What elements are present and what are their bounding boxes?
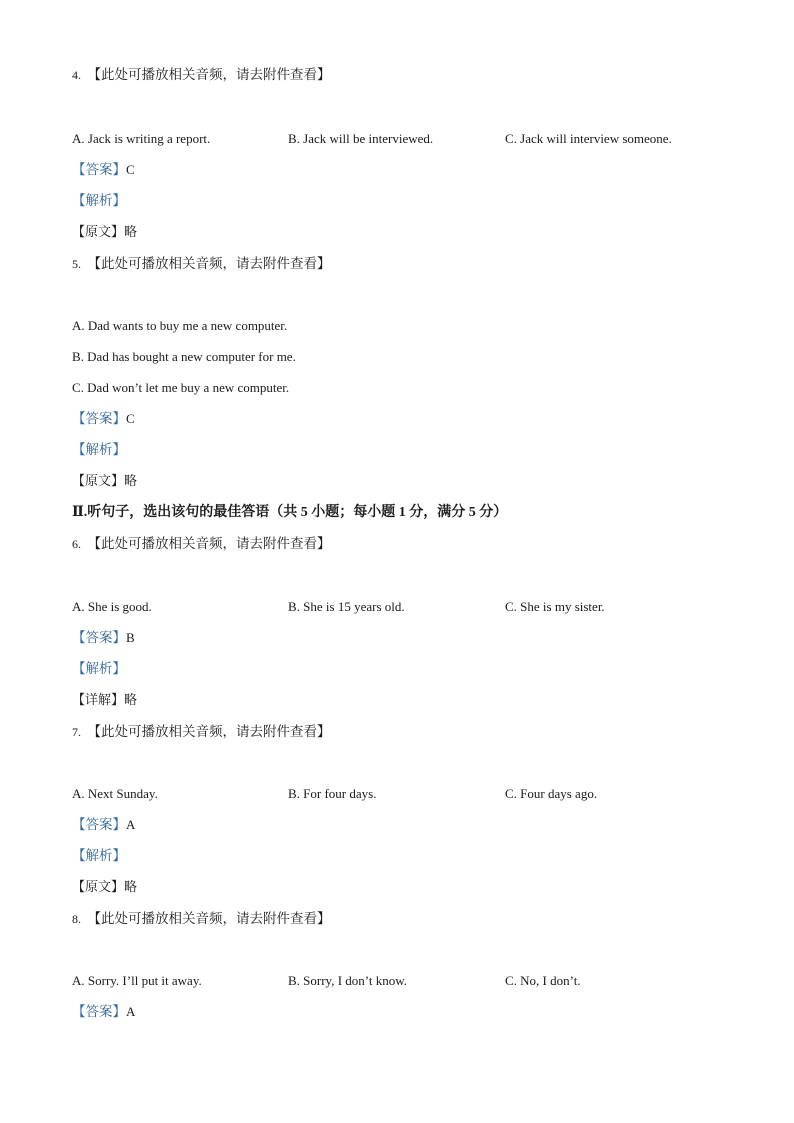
transcript-line: 【原文】略 (72, 473, 138, 488)
option-a: A. Sorry. I’ll put it away. (72, 973, 202, 988)
option-c: C. She is my sister. (505, 599, 605, 614)
answer-line: 【答案】A (72, 817, 136, 832)
question-6-header: 6. 【此处可播放相关音频，请去附件查看】 (72, 536, 331, 551)
audio-prompt[interactable]: 【此处可播放相关音频，请去附件查看】 (87, 536, 331, 551)
question-7-header: 7. 【此处可播放相关音频，请去附件查看】 (72, 724, 331, 739)
transcript-line: 【原文】略 (72, 879, 138, 894)
option-b: B. She is 15 years old. (288, 599, 405, 614)
analysis-line: 【解析】 (72, 193, 126, 208)
answer-line: 【答案】C (72, 411, 135, 426)
option-b: B. Sorry, I don’t know. (288, 973, 408, 988)
section-heading: Ⅱ.听句子，选出该句的最佳答语（共 5 小题；每小题 1 分，满分 5 分） (72, 505, 508, 520)
option-b: B. Jack will be interviewed. (288, 131, 434, 146)
question-4-header: 4. 【此处可播放相关音频，请去附件查看】 (72, 67, 331, 82)
detail-line: 【详解】略 (72, 692, 138, 707)
audio-prompt[interactable]: 【此处可播放相关音频，请去附件查看】 (87, 256, 331, 271)
option-c: C. Dad won’t let me buy a new computer. (72, 380, 290, 395)
answer-line: 【答案】A (72, 1004, 136, 1019)
answer-line: 【答案】B (72, 630, 135, 645)
option-c: C. No, I don’t. (505, 973, 581, 988)
option-a: A. Next Sunday. (72, 786, 158, 801)
analysis-line: 【解析】 (72, 661, 126, 676)
analysis-line: 【解析】 (72, 442, 126, 457)
option-a: A. Dad wants to buy me a new computer. (72, 318, 288, 333)
option-a: A. Jack is writing a report. (72, 131, 211, 146)
answer-line: 【答案】C (72, 162, 135, 177)
transcript-line: 【原文】略 (72, 224, 138, 239)
option-b: B. Dad has bought a new computer for me. (72, 349, 296, 364)
option-a: A. She is good. (72, 599, 152, 614)
question-8-header: 8. 【此处可播放相关音频，请去附件查看】 (72, 911, 331, 926)
analysis-line: 【解析】 (72, 848, 126, 863)
question-5-header: 5. 【此处可播放相关音频，请去附件查看】 (72, 256, 331, 271)
option-c: C. Jack will interview someone. (505, 131, 672, 146)
audio-prompt[interactable]: 【此处可播放相关音频，请去附件查看】 (87, 911, 331, 926)
option-b: B. For four days. (288, 786, 377, 801)
option-c: C. Four days ago. (505, 786, 598, 801)
audio-prompt[interactable]: 【此处可播放相关音频，请去附件查看】 (87, 724, 331, 739)
audio-prompt[interactable]: 【此处可播放相关音频，请去附件查看】 (87, 67, 331, 82)
